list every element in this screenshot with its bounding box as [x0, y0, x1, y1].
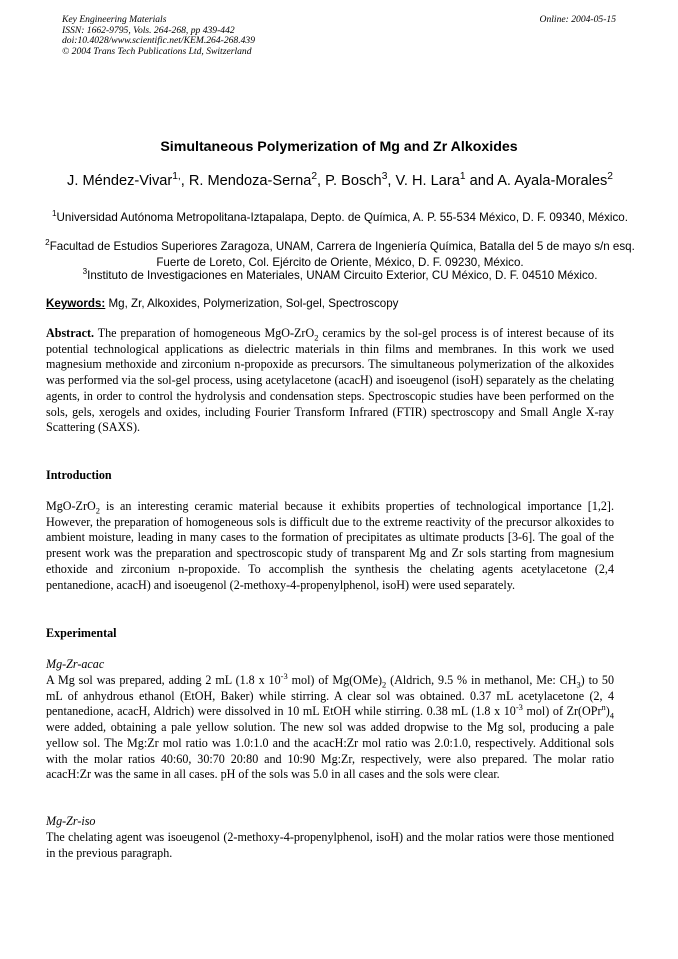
journal-info: [62, 15, 616, 57]
subscript: 3: [576, 679, 581, 690]
affiliation-2: [45, 239, 635, 270]
keywords-label: Keywords:: [46, 297, 106, 310]
author-affil-mark: 1,: [172, 171, 181, 183]
experimental-heading: Experimental: [46, 626, 117, 640]
acac-text: A Mg sol was prepared, adding 2 mL (1.8 x 10: [46, 673, 281, 687]
acac-text: mol) of Mg(OMe): [287, 673, 383, 687]
abstract-paragraph: [46, 326, 614, 436]
author-affil-mark: 2: [607, 171, 613, 183]
affiliation-1: [45, 210, 635, 226]
abstract-text: The preparation of homogeneous MgO-ZrO: [94, 326, 315, 340]
paper-title: Simultaneous Polymerization of Mg and Zr Alkoxides: [160, 139, 518, 155]
acac-text: ) to 50 mL of anhydrous ethanol (EtOH, Baker) while stirring. A clear sol was obtained. 0.37 mL acetylacetone (2, 4 pentanedione, acacH, Aldrich) were dissolved in 10 mL EtOH while stirring. 0.38 mL (1.8 x 10: [46, 673, 614, 719]
intro-text: is an interesting ceramic material because it exhibits properties of technological importance [1,2]. However, the preparation of homogeneous sols is difficult due to the extreme reactivity of the precursor alkoxides to ambient moisture, leading in many cases to the formation of precipitates as ultimate products [3-6]. The goal of the present work was the preparation and spectroscopic study of transparent Mg and Zr sols starting from magnesium ethoxide and zirconium n-propoxide. To accomplish the synthesis the chelating agents acetylacetone (2,4 pentanedione, acacH) and isoeugenol (2-methoxy-4-propenylphenol, isoH) were used separately.: [46, 499, 614, 592]
subscript: 4: [609, 710, 615, 721]
author-list: [48, 172, 632, 191]
acac-paragraph: [46, 670, 615, 783]
journal-issn: ISSN: 1662-9795, Vols. 264-268, pp 439-442: [62, 24, 235, 36]
superscript: -3: [280, 670, 288, 681]
journal-name: Key Engineering Materials: [62, 14, 167, 25]
affiliation-text: Facultad de Estudios Superiores Zaragoza, UNAM, Carrera de Ingeniería Química, Batalla del 5 de mayo s/n esq. Fuerte de Loreto, Col. Ejército de Oriente, México, D. F. 09230, México.: [49, 240, 635, 269]
affiliation-text: Instituto de Investigaciones en Materiales, UNAM Circuito Exterior, CU México, D. F. 04510 México.: [87, 269, 598, 282]
page-header: [62, 15, 616, 57]
affiliation-text: Universidad Autónoma Metropolitana-Iztapalapa, Depto. de Química, A. P. 55-534 México, D. F. 09340, México.: [56, 211, 628, 224]
affiliation-3: [45, 268, 635, 284]
acac-subheading: Mg-Zr-acac: [46, 657, 105, 671]
introduction-heading: Introduction: [46, 468, 112, 482]
affiliation-mark: 2: [45, 238, 50, 248]
affiliation-mark: 1: [52, 209, 57, 219]
iso-paragraph: The chelating agent was isoeugenol (2-methoxy-4-propenylphenol, isoH) and the molar ratios were those mentioned in the previous paragraph.: [46, 830, 614, 860]
subscript: 2: [314, 332, 319, 343]
author-name: , V. H. Lara: [387, 173, 460, 189]
abstract-text: ceramics by the sol-gel process is of interest because of its potential technological applications as dielectric materials in thin films and membranes. In this work we used magnesium methoxide and zirconium n-propoxide as precursors. The simultaneous polymerization of the alkoxides was performed via the sol-gel process, using acetylacetone (acacH) and isoeugenol (isoH) separately as the chelating agents, in order to control the hydrolysis and condensation steps. Spectroscopic studies have been performed on the sols, gels, xerogels and oxides, including Fourier Transform Infrared (FTIR) spectroscopy and Small Angle X-ray Scattering (SAXS).: [46, 326, 614, 435]
acac-text: (Aldrich, 9.5 % in methanol, Me: CH: [386, 673, 577, 687]
author-name: and A. Ayala-Morales: [465, 173, 608, 189]
acac-text: ): [605, 704, 610, 719]
author-affil-mark: 3: [381, 171, 388, 183]
author-name: J. Méndez-Vivar: [67, 173, 173, 189]
iso-subheading: Mg-Zr-iso: [46, 814, 96, 828]
author-affil-mark: 2: [311, 171, 318, 183]
subscript: 2: [382, 679, 387, 690]
journal-doi: doi:10.4028/www.scientific.net/KEM.264-268.439: [62, 35, 256, 47]
keywords-text: Mg, Zr, Alkoxides, Polymerization, Sol-gel, Spectroscopy: [105, 297, 399, 310]
superscript: -3: [515, 702, 523, 713]
online-date: Online: 2004-05-15: [539, 14, 616, 25]
acac-text: mol) of Zr(OPr: [522, 704, 602, 719]
author-affil-mark: 1: [459, 171, 466, 183]
subscript: 2: [95, 505, 100, 516]
affiliation-mark: 3: [82, 267, 88, 277]
superscript: n: [601, 702, 606, 713]
keywords-line: [46, 297, 398, 310]
acac-text: were added, obtaining a pale yellow solution. The new sol was added dropwise to the Mg sol, producing a pale yellow sol. The Mg:Zr mol ratio was 1.0:1.0 and the acacH:Zr mol ratio was 2.0:1.0, respectively. Additional sols with the molar ratios 40:60, 30:70 20:80 and 10:90 Mg:Zr, respectively, were also prepared. The molar ratio acacH:Zr was the same in all cases. pH of the sols was 5.0 in all cases and the sols were clear.: [46, 720, 614, 782]
abstract-label: Abstract.: [46, 326, 95, 340]
intro-text: MgO-ZrO: [46, 499, 96, 513]
author-name: , P. Bosch: [317, 173, 382, 189]
introduction-paragraph: [46, 499, 614, 593]
author-name: , R. Mendoza-Serna: [180, 173, 312, 189]
journal-copyright: © 2004 Trans Tech Publications Ltd, Switzerland: [62, 45, 252, 57]
